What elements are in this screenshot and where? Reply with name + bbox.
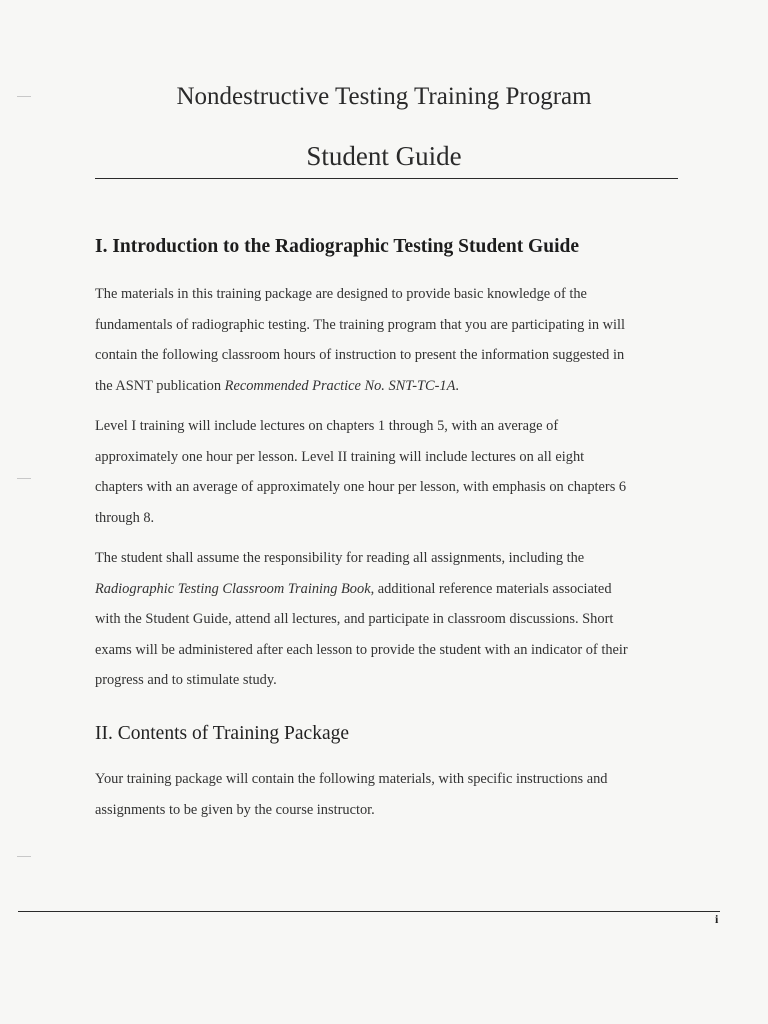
paragraph-text: . — [455, 377, 459, 394]
paragraph-line: approximately one hour per lesson. Level II training will include lectures on all eight — [95, 448, 585, 465]
paragraph-line: assignments to be given by the course instructor. — [95, 801, 375, 818]
intro-paragraph-1 — [95, 279, 685, 401]
paragraph-line: exams will be administered after each lesson to provide the student with an indicator of their — [95, 641, 628, 658]
paragraph-line: contain the following classroom hours of instruction to present the information suggested in — [95, 347, 625, 363]
document-title: Nondestructive Testing Training Program — [176, 83, 592, 110]
paragraph-line: The materials in this training package are designed to provide basic knowledge of the — [95, 286, 587, 302]
paragraph-text: the ASNT publication — [95, 377, 225, 394]
paragraph-line: The student shall assume the responsibility for reading all assignments, including the — [95, 550, 585, 566]
page-number: i — [715, 912, 719, 926]
paragraph-text: , additional reference materials associated — [370, 580, 612, 597]
section-heading-introduction: I. Introduction to the Radiographic Testing Student Guide — [95, 236, 579, 257]
paragraph-line — [95, 371, 685, 402]
paragraph-line: Level I training will include lectures on chapters 1 through 5, with an average of — [95, 418, 559, 434]
section-heading-contents: II. Contents of Training Package — [95, 723, 350, 744]
paragraph-line: Your training package will contain the following materials, with specific instructions and — [95, 771, 608, 787]
paragraph-line: progress and to stimulate study. — [95, 672, 277, 688]
paragraph-line: through 8. — [95, 509, 155, 526]
intro-paragraph-3 — [95, 543, 685, 696]
contents-paragraph — [95, 764, 685, 825]
document-subtitle: Student Guide — [306, 141, 462, 171]
paragraph-line: with the Student Guide, attend all lectures, and participate in classroom discussions. Short — [95, 611, 614, 627]
margin-mark — [17, 478, 31, 479]
paragraph-line — [95, 574, 685, 605]
header-rule — [95, 178, 678, 179]
publication-title: Recommended Practice No. SNT-TC-1A — [224, 377, 456, 394]
paragraph-line: fundamentals of radiographic testing. The training program that you are participating in will — [95, 316, 626, 333]
margin-mark — [17, 856, 31, 857]
intro-paragraph-2 — [95, 411, 685, 533]
paragraph-line: chapters with an average of approximately one hour per lesson, with emphasis on chapters 6 — [95, 479, 627, 495]
footer-rule — [18, 911, 720, 912]
book-title: Radiographic Testing Classroom Training Book — [95, 580, 371, 597]
